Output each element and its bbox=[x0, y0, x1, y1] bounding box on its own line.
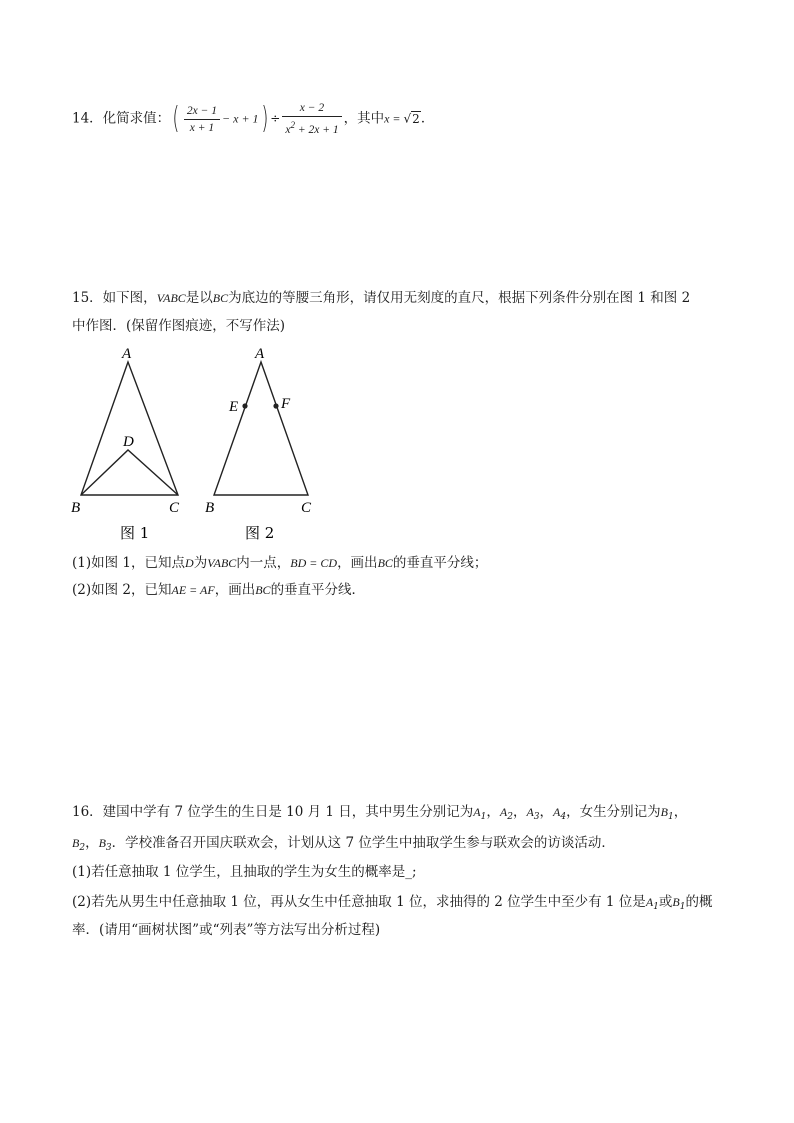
q16-text-line2: ．学校准备召开国庆联欢会，计划从这 7 位学生中抽取学生参与联欢会的访谈活动． bbox=[111, 835, 615, 851]
figure-2-triangle bbox=[214, 362, 308, 495]
fig1-label-d: D bbox=[123, 434, 134, 450]
q14-fraction-2 bbox=[282, 100, 341, 138]
female-b2-sub: 2 bbox=[79, 843, 86, 853]
q15-line-2 bbox=[72, 316, 285, 336]
fig2-caption: 图 2 bbox=[245, 524, 275, 542]
p2-text-a: (2)如图 2，已知 bbox=[72, 582, 172, 598]
figure-1-triangle bbox=[81, 362, 178, 495]
fig2-label-a: A bbox=[255, 346, 265, 362]
p1-text-c: 内一点， bbox=[236, 555, 291, 571]
male-a4: A bbox=[553, 805, 561, 819]
female-b3-sub: 3 bbox=[105, 843, 112, 853]
fig2-label-b: B bbox=[205, 500, 215, 516]
q16-text-line5: 率．(请用“画树状图”或“列表”等方法写出分析过程) bbox=[72, 922, 381, 938]
fig1-label-c: C bbox=[169, 500, 180, 516]
comma: ， bbox=[85, 835, 99, 851]
q14-where: ，其中 bbox=[343, 110, 385, 127]
fig1-label-a: A bbox=[122, 346, 132, 362]
left-paren: ( bbox=[172, 101, 180, 136]
q14-line bbox=[72, 100, 434, 138]
triangle-abc-1 bbox=[81, 362, 178, 495]
q14-end: ． bbox=[420, 110, 435, 127]
p2-equation: AE = AF bbox=[171, 583, 215, 597]
q15-triangle: VABC bbox=[156, 291, 186, 305]
q15-text-c: 为底边的等腰三角形，请仅用无刻度的直尺，根据下列条件分别在图 1 和图 2 bbox=[228, 290, 691, 306]
fig2-label-e: E bbox=[229, 399, 239, 415]
p1-equation: BD = CD bbox=[290, 556, 338, 570]
q15-bc: BC bbox=[212, 291, 229, 305]
male-a2: A bbox=[499, 805, 508, 819]
fig1-label-b: B bbox=[71, 500, 81, 516]
point-f bbox=[273, 403, 278, 408]
p1-triangle: VABC bbox=[207, 556, 237, 570]
right-paren: ) bbox=[260, 101, 268, 136]
target-b1-sub: 1 bbox=[679, 902, 686, 912]
male-a3: A bbox=[526, 805, 534, 819]
q14-root-value: 2 bbox=[412, 111, 420, 126]
fig2-label-c: C bbox=[301, 500, 312, 516]
q16-line-1 bbox=[72, 802, 687, 827]
male-a2-sub: 2 bbox=[507, 812, 513, 822]
q14-minus-term: − x + 1 bbox=[222, 111, 259, 126]
q16-p1-text: (1)若任意抽取 1 位学生，且抽取的学生为女生的概率是 bbox=[72, 864, 406, 880]
target-a1-sub: 1 bbox=[653, 902, 659, 912]
q16-part-2 bbox=[72, 892, 712, 917]
q15-part-2 bbox=[72, 580, 365, 600]
female-b3: B bbox=[98, 836, 106, 850]
q14-fraction-1 bbox=[184, 103, 220, 136]
q14-label: 14．化简求值： bbox=[72, 110, 171, 127]
p1-bc: BC bbox=[377, 556, 393, 570]
male-a4-sub: 4 bbox=[560, 812, 567, 822]
male-a3-sub: 3 bbox=[533, 812, 540, 822]
fraction-2-numerator: x − 2 bbox=[282, 100, 341, 117]
q15-text-line2: 中作图．(保留作图痕迹，不写作法) bbox=[72, 318, 286, 334]
female-b2: B bbox=[72, 836, 80, 850]
q15-figures bbox=[66, 342, 356, 552]
sqrt-sign: √ bbox=[403, 111, 412, 126]
q16-part-1 bbox=[72, 862, 417, 882]
comma: ， bbox=[673, 804, 688, 820]
q16-p1-blank: _; bbox=[405, 864, 417, 880]
p2-text-b: ，画出 bbox=[214, 582, 256, 598]
q14-x-equals: x = bbox=[384, 111, 404, 126]
p1-text-d: ，画出 bbox=[337, 555, 378, 571]
den-rest: + 2x + 1 bbox=[294, 124, 339, 136]
den-x: x bbox=[285, 124, 291, 136]
q15-line-1 bbox=[72, 288, 690, 308]
p2-bc: BC bbox=[255, 583, 271, 597]
fig2-label-f: F bbox=[281, 396, 291, 412]
q16-p2-text-a: (2)若先从男生中任意抽取 1 位，再从女生中任意抽取 1 位，求抽得的 2 位学生中至少有 1 位是 bbox=[72, 894, 646, 910]
fraction-1-denominator: x + 1 bbox=[189, 121, 215, 134]
fraction-2-denominator bbox=[282, 117, 341, 138]
comma: ， bbox=[539, 804, 554, 820]
q16-line-5 bbox=[72, 920, 380, 940]
comma: ， bbox=[512, 804, 527, 820]
comma: ， bbox=[486, 804, 500, 820]
male-a1-sub: 1 bbox=[480, 812, 487, 822]
target-b1: B bbox=[672, 895, 680, 909]
target-a1: A bbox=[645, 895, 654, 909]
den-exponent: 2 bbox=[290, 120, 295, 130]
p2-text-c: 的垂直平分线． bbox=[270, 582, 366, 598]
q16-p2-text-b: 的概 bbox=[685, 894, 713, 910]
q16-text-a: 16．建国中学有 7 位学生的生日是 10 月 1 日，其中男生分别记为 bbox=[72, 804, 474, 820]
female-b1-sub: 1 bbox=[667, 812, 674, 822]
p1-text-e: 的垂直平分线； bbox=[392, 555, 488, 571]
q16-line-2 bbox=[72, 833, 615, 858]
point-e bbox=[242, 403, 247, 408]
female-b1: B bbox=[660, 805, 668, 819]
q15-text-a: 15．如下图， bbox=[72, 290, 157, 306]
male-a1: A bbox=[473, 805, 481, 819]
q16-text-b: ，女生分别记为 bbox=[566, 804, 661, 820]
p1-point-d: D bbox=[185, 556, 194, 570]
p1-text-a: (1)如图 1，已知点 bbox=[72, 555, 186, 571]
q14-divide-sign: ÷ bbox=[270, 111, 281, 126]
q16-p2-or: 或 bbox=[658, 894, 673, 910]
fraction-1-numerator: 2x − 1 bbox=[184, 103, 220, 120]
triangle-abc-2 bbox=[214, 362, 308, 495]
q15-part-1 bbox=[72, 553, 487, 573]
fig1-caption: 图 1 bbox=[120, 524, 150, 542]
q15-text-b: 是以 bbox=[185, 290, 213, 306]
p1-text-b: 为 bbox=[193, 555, 208, 571]
